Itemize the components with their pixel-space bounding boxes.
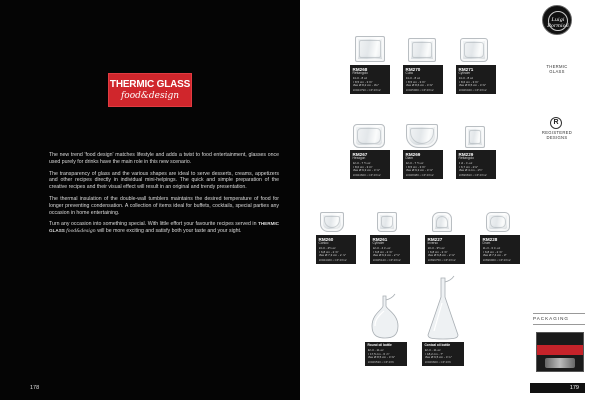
product-code: RM268 bbox=[352, 67, 368, 72]
product-diameter: Max Ø 9,3 cm - 3 ⅝" bbox=[405, 169, 433, 173]
product-ean: 10024600 • CP 2X12 bbox=[352, 173, 381, 177]
category-line-2: GLASS bbox=[549, 69, 565, 74]
glass-drum-image bbox=[486, 212, 510, 232]
bottle-diameter: Max Ø 8,5 cm - 3 ⅜" bbox=[367, 356, 395, 360]
registered-icon: R bbox=[550, 117, 562, 129]
bottle-height: h 18,2 cm - 7" bbox=[424, 352, 444, 356]
product-label bbox=[370, 235, 410, 264]
logo-line-2: food&design bbox=[120, 91, 180, 101]
product-capacity: 12 cl - 4 ¼ oz bbox=[372, 246, 391, 250]
product-code: RM270 bbox=[405, 67, 421, 72]
glass-cubo-image bbox=[408, 38, 436, 62]
registered-designs-label bbox=[527, 130, 587, 140]
product-label bbox=[480, 235, 520, 264]
intro-paragraph-4 bbox=[49, 221, 279, 236]
product-ean: 10024460 • CP 2X12 bbox=[318, 258, 347, 262]
category-label bbox=[527, 64, 587, 74]
product-name: Rettangolo bbox=[352, 71, 368, 75]
thermic-glass-logo bbox=[108, 73, 192, 107]
product-capacity: 22 cl - 7 ½ oz bbox=[352, 161, 371, 165]
bottle-capacity: 32 cl - 11 oz bbox=[367, 348, 384, 352]
product-code: RM267 bbox=[352, 152, 368, 157]
intro-p4-after: will be more exciting and satisfy both your taste and your sight. bbox=[95, 228, 242, 235]
bottle-title: Conical oil bottle bbox=[424, 343, 451, 347]
product-diameter: Max Ø 9,3 cm - 3 ⅝" bbox=[352, 169, 380, 173]
product-height: h 6,8 cm - 2 ⅝" bbox=[372, 250, 393, 254]
brand-seal-logo bbox=[542, 5, 572, 35]
glass-conico-image bbox=[320, 212, 344, 232]
product-diameter: Max Ø 8,5 cm - 3 ⅜" bbox=[458, 84, 486, 88]
logo-line-1: THERMIC GLASS bbox=[109, 79, 191, 90]
product-capacity: 24 cl - 8 oz bbox=[458, 76, 474, 80]
product-diameter: Max Ø 6,3 cm - 2 ½" bbox=[372, 254, 400, 258]
glass-rettangolo-small-image bbox=[465, 126, 485, 148]
packaging-box-image bbox=[536, 332, 584, 372]
brand-seal-text: Luigi Bormioli bbox=[547, 17, 569, 29]
product-name: Hexagon bbox=[352, 156, 366, 160]
bottle-ean: 10029600 • CP 2X6 bbox=[424, 360, 451, 364]
bottle-height: h 17,5 cm - 6 ⅞" bbox=[367, 352, 390, 356]
page-number-left: 178 bbox=[30, 385, 40, 391]
glass-rettangolo-image bbox=[355, 36, 385, 62]
product-code: RM227 bbox=[427, 237, 443, 242]
product-ean: 10025960 • CP 2X12 bbox=[405, 88, 434, 92]
glass-diam-image bbox=[406, 124, 438, 148]
intro-paragraph-3: The thermal insulation of the double-wall tumblers maintains the desired temperature of food for longer preventing condensation. A collection of items ideal for buffets, cocktails, special parties any occasion in home entertaining. bbox=[49, 195, 279, 216]
conical-oil-bottle-image bbox=[425, 275, 461, 341]
product-diameter: Max Ø 8,2 cm - 3¼" bbox=[352, 84, 380, 88]
intro-paragraph-2: The transparency of glass and the various shapes are ideal to serve desserts, creams, appetizers and other recipes directly in individual mini-helpings. The quick and simple preparation of the creative recipes and their visual effect will result in an original and trendy presentation. bbox=[49, 170, 279, 191]
registered-line-1: REGISTERED bbox=[541, 130, 573, 135]
glass-cylinder-image bbox=[460, 38, 488, 62]
product-code: RM229 bbox=[458, 152, 474, 157]
product-name: Drum bbox=[482, 241, 491, 245]
intro-text bbox=[49, 152, 279, 241]
glass-cylinder-small-image bbox=[377, 212, 397, 232]
bottle-title: Round oil bottle bbox=[367, 343, 392, 347]
product-height: h 8,5 cm - 3 ⅜" bbox=[405, 80, 426, 84]
product-code: RM271 bbox=[458, 67, 474, 72]
product-name: Conico bbox=[318, 241, 329, 245]
product-diameter: Max Ø 4 cm - 1½" bbox=[458, 169, 483, 173]
product-capacity: 22 cl - 7 ½ oz bbox=[405, 161, 424, 165]
product-capacity: 24 cl - 8 oz bbox=[405, 76, 421, 80]
product-diameter: Max Ø 7,4 cm - 3" bbox=[482, 254, 507, 258]
product-label bbox=[425, 235, 465, 264]
product-height: h 6,8 cm - 2 ⅝" bbox=[427, 250, 448, 254]
glass-inverso-image bbox=[432, 212, 452, 232]
product-height: h 8,6 cm - 3 ⅜" bbox=[458, 80, 479, 84]
product-diameter: Max Ø 7,3 cm - 2 ⅞" bbox=[318, 254, 346, 258]
product-ean: 10026040 • CP 2X12 bbox=[458, 88, 487, 92]
product-ean: 10699750 • CP 2X12 bbox=[427, 258, 456, 262]
product-label bbox=[316, 235, 356, 264]
product-name: Cylinder bbox=[372, 241, 385, 245]
product-capacity: 11 cl - 3 ¾ oz bbox=[482, 246, 501, 250]
inline-brand-italic: food&design bbox=[66, 229, 96, 235]
product-name: Cylinder bbox=[458, 71, 471, 75]
product-capacity: 13 cl - 4½ oz bbox=[318, 246, 336, 250]
product-ean: 10024790 • CP 2X12 bbox=[352, 88, 381, 92]
product-label bbox=[403, 65, 443, 94]
product-diameter: Max Ø 8,6 cm - 3 ⅜" bbox=[405, 84, 433, 88]
product-label bbox=[403, 150, 443, 179]
round-oil-bottle-image bbox=[368, 292, 402, 340]
product-code: RM260 bbox=[318, 237, 334, 242]
packaging-rule-bottom bbox=[533, 324, 585, 325]
product-height: h 8,5 cm - 3 ⅜" bbox=[352, 80, 373, 84]
glass-hexagon-image bbox=[353, 124, 385, 148]
product-name: Rettangolo bbox=[458, 156, 474, 160]
intro-p4-before: Turn any occasion into something special. With little effort your favourite recipes served in bbox=[49, 221, 259, 228]
product-name: Cubo bbox=[405, 71, 414, 75]
product-height: h 6,7 cm - 2⅝" bbox=[458, 165, 478, 169]
product-label bbox=[456, 150, 496, 179]
product-capacity: 2 cl - ¾ oz bbox=[458, 161, 473, 165]
product-name: Inverso bbox=[427, 241, 438, 245]
conical-oil-bottle-label bbox=[422, 342, 464, 366]
bottle-capacity: 32 cl - 11 oz bbox=[424, 348, 441, 352]
packaging-label: PACKAGING bbox=[533, 316, 569, 321]
product-code: RM228 bbox=[482, 237, 498, 242]
product-height: h 6,8 cm - 2 ⅝" bbox=[482, 250, 503, 254]
product-capacity: 10 cl - 3½ oz bbox=[427, 246, 445, 250]
product-code: RM269 bbox=[405, 152, 421, 157]
round-oil-bottle-label bbox=[365, 342, 407, 366]
inline-brand-bold: THERMIC GLASS bbox=[49, 221, 279, 234]
product-ean: 10025120 • CP 2X12 bbox=[372, 258, 401, 262]
product-capacity: 24 cl - 8 oz bbox=[352, 76, 368, 80]
product-height: h 8,5 cm - 3 ⅜" bbox=[405, 165, 426, 169]
product-label bbox=[350, 65, 390, 94]
product-ean: 10699960 • CP 2X12 bbox=[482, 258, 511, 262]
product-diameter: Max Ø 6,8 cm - 2 ⅝" bbox=[427, 254, 455, 258]
product-ean: 10028480 • CP 2X12 bbox=[405, 173, 434, 177]
product-height: h 6,8 cm - 2 ⅝" bbox=[318, 250, 339, 254]
product-label bbox=[456, 65, 496, 94]
product-label bbox=[350, 150, 390, 179]
intro-paragraph-1: The new trend 'food design' matches lifestyle and adds a twist to food entertainment, glasses once used purely for drinks have the main role in this new scenario. bbox=[49, 152, 279, 165]
bottle-ean: 10029530 • CP 2X6 bbox=[367, 360, 394, 364]
page-number-right: 179 bbox=[530, 383, 585, 393]
bottle-diameter: Max Ø 9,5 cm - 3 ¾" bbox=[424, 356, 452, 360]
product-ean: 10699810 • CP 2X12 bbox=[458, 173, 487, 177]
packaging-rule-top bbox=[533, 313, 585, 314]
registered-line-2: DESIGNS bbox=[546, 135, 568, 140]
category-line-1: THERMIC bbox=[546, 64, 568, 69]
product-name: Diam bbox=[405, 156, 413, 160]
product-height: h 8,0 cm - 3 ⅛" bbox=[352, 165, 373, 169]
product-code: RM261 bbox=[372, 237, 388, 242]
